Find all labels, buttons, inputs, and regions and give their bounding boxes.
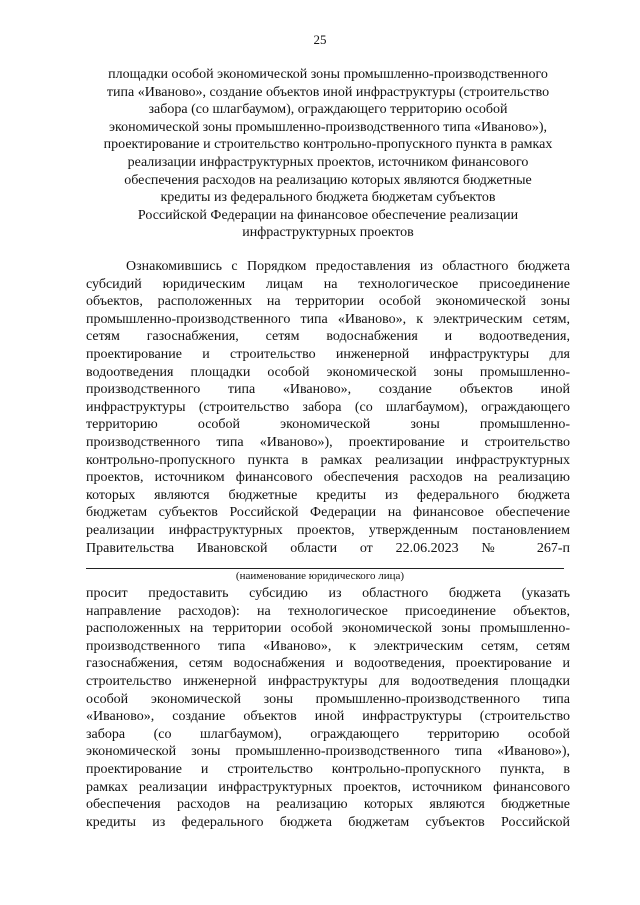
paragraph-request: [86, 585, 570, 831]
paragraph-intro: [86, 258, 570, 557]
heading-line: площадки особой экономической зоны промышленно-производственного: [108, 67, 548, 82]
paragraph-line: расположенных на территории особой экономической зоны промышленно-: [86, 621, 570, 637]
paragraph-line: территорию особой экономической зоны промышленно-: [86, 417, 570, 433]
paragraph-line: кредиты из федерального бюджета бюджетам субъектов Российской: [86, 814, 570, 830]
paragraph-line: инфраструктуры (строительство забора (со шлагбаумом), ограждающего: [86, 399, 570, 415]
heading-line: реализации инфраструктурных проектов, источником финансового: [127, 154, 529, 170]
heading-line: кредиты из федерального бюджета бюджетам субъектов: [160, 190, 496, 206]
heading-line: экономической зоны промышленно-производственного типа «Иваново»),: [109, 119, 547, 135]
paragraph-line: просит предоставить субсидию из областного бюджета (указать: [86, 586, 570, 601]
paragraph-line: бюджетам субъектов Российской Федерации на финансовое обеспечение: [86, 505, 570, 521]
paragraph-line: проектирование и строительство контрольно-пропускного пункта, в: [86, 761, 570, 777]
paragraph-line: экономической зоны промышленно-производственного типа «Иваново»),: [86, 744, 570, 760]
paragraph-line: забора (со шлагбаумом), ограждающего территорию особой: [86, 726, 570, 742]
paragraph-line: Ознакомившись с Порядком предоставления из областного бюджета: [126, 259, 570, 274]
paragraph-line: рамках реализации инфраструктурных проектов, источником финансового: [86, 779, 570, 795]
paragraph-line: сетям газоснабжения, сетям водоснабжения и водоотведения,: [86, 329, 570, 345]
paragraph-line: строительство инженерной инфраструктуры для водоотведения площадки: [86, 673, 570, 689]
paragraph-line: Правительства Ивановской области от 22.06.2023 № 267-п: [86, 540, 570, 556]
paragraph-line: особой экономической зоны промышленно-производственного типа: [86, 691, 570, 707]
paragraph-line: субсидий юридическим лицам на технологическое присоединение: [86, 276, 570, 292]
paragraph-line: проектирование и строительство инженерной инфраструктуры для: [86, 346, 570, 362]
paragraph-line: контрольно-пропускного пункта в рамках реализации инфраструктурных: [86, 452, 570, 468]
paragraph-line: производственного типа «Иваново», создание объектов иной: [86, 382, 570, 398]
paragraph-line: промышленно-производственного типа «Иваново», к электрическим сетям,: [86, 311, 570, 327]
paragraph-line: объектов, расположенных на территории особой экономической зоны: [86, 294, 570, 310]
paragraph-line: реализации инфраструктурных проектов, утвержденным постановлением: [86, 522, 570, 538]
applicant-name-field-line: [86, 568, 564, 569]
paragraph-line: «Иваново», создание объектов иной инфраструктуры (строительство: [86, 709, 570, 725]
heading-line: Российской Федерации на финансовое обеспечение реализации: [137, 207, 519, 223]
paragraph-line: проектов, источником финансового обеспечения расходов на реализацию: [86, 470, 570, 486]
heading-line: обеспечения расходов на реализацию которых являются бюджетные: [124, 172, 532, 188]
heading-line: забора (со шлагбаумом), ограждающего территорию особой: [148, 102, 508, 118]
field-caption: (наименование юридического лица): [235, 570, 405, 582]
paragraph-line: газоснабжения, сетям водоснабжения и водоотведения, проектирование и: [86, 656, 570, 672]
paragraph-line: обеспечения расходов на реализацию которых являются бюджетные: [86, 797, 570, 813]
page-number: 25: [313, 32, 327, 47]
paragraph-line: производственного типа «Иваново», к электрическим сетям, сетям: [86, 638, 570, 654]
paragraph-line: водоотведения площадки особой экономической зоны промышленно-: [86, 364, 570, 380]
document-heading: [86, 66, 570, 242]
heading-line: типа «Иваново», создание объектов иной инфраструктуры (строительство: [106, 84, 550, 100]
paragraph-line: направление расходов): на технологическое присоединение объектов,: [86, 603, 570, 619]
heading-line: инфраструктурных проектов: [242, 225, 414, 241]
paragraph-line: производственного типа «Иваново»), проектирование и строительство: [86, 434, 570, 450]
paragraph-line: которых являются бюджетные кредиты из федерального бюджета: [86, 487, 570, 503]
heading-line: проектирование и строительство контрольно-пропускного пункта в рамках: [103, 137, 553, 153]
